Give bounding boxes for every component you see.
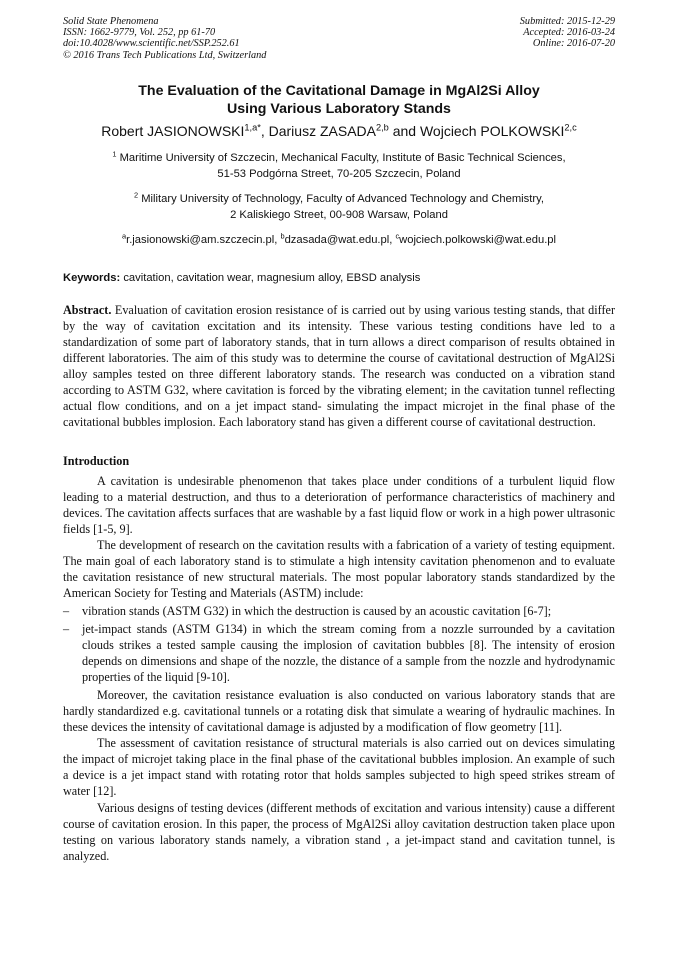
author-1: Robert JASIONOWSKI bbox=[101, 122, 245, 139]
submitted-date: Submitted: 2015-12-29 bbox=[519, 16, 615, 27]
author-separator: , bbox=[260, 122, 269, 139]
email-a-marker: a bbox=[121, 231, 127, 241]
author-3: Wojciech POLKOWSKI bbox=[419, 122, 565, 139]
email-c-marker: c bbox=[395, 231, 400, 241]
list-item-text: jet-impact stands (ASTM G134) in which the stream coming from a nozzle surrounded by a cavitation clouds strikes a tested sample causing the implosion of cavitation bubbles [8]. The intensity of erosion depends on dimensions and shape of the nozzle, the distance of a sample from the nozzle and hydrodynamic properties of the liquid [9-10]. bbox=[82, 621, 615, 685]
affiliation-2-marker: 2 bbox=[134, 190, 139, 200]
dates-info bbox=[520, 16, 615, 61]
abstract-label: Abstract. bbox=[63, 302, 112, 317]
list-item bbox=[63, 603, 615, 619]
intro-paragraph-2: The development of research on the cavitation results with a fabrication of a variety of testing equipment. The main goal of each laboratory stand is to stimulate a high intensity cavitation phenomenon and to evaluate the cavitation resistance of new structural materials. The most popular laboratory stands standardized by the American Society for Testing and Materials (ASTM) include: bbox=[63, 537, 615, 600]
intro-paragraph-1: A cavitation is undesirable phenomenon that takes place under conditions of a turbulent liquid flow leading to a material destruction, and thus to a deterioration of performance characteristics of machinery and devices. The cavitation affects surfaces that are washable by a fast liquid flow or work in a high power ultrasonic fields [1-5, 9]. bbox=[63, 473, 615, 536]
keywords-text: cavitation, cavitation wear, magnesium alloy, EBSD analysis bbox=[123, 271, 421, 284]
journal-header bbox=[63, 16, 615, 61]
copyright: © 2016 Trans Tech Publications Ltd, Switzerland bbox=[63, 49, 267, 61]
doi: doi:10.4028/www.scientific.net/SSP.252.61 bbox=[63, 38, 240, 50]
email-a[interactable]: r.jasionowski@am.szczecin.pl bbox=[126, 233, 275, 246]
affiliation-1-line-1: Maritime University of Szczecin, Mechanical Faculty, Institute of Basic Technical Sciences, bbox=[119, 151, 566, 164]
affiliation-2-line-1: Military University of Technology, Faculty of Advanced Technology and Chemistry, bbox=[141, 192, 544, 205]
author-3-marker: 2,c bbox=[564, 122, 577, 133]
affiliation-2 bbox=[63, 191, 615, 223]
list-item-text: vibration stands (ASTM G32) in which the destruction is caused by an acoustic cavitation [6-7]; bbox=[82, 603, 552, 618]
title-line-2: Using Various Laboratory Stands bbox=[227, 100, 451, 117]
stand-list bbox=[63, 603, 615, 685]
journal-name: Solid State Phenomena bbox=[63, 16, 159, 27]
affiliation-1-marker: 1 bbox=[112, 149, 117, 159]
author-separator: and bbox=[388, 122, 420, 139]
affiliation-2-line-2: 2 Kaliskiego Street, 00-908 Warsaw, Poland bbox=[230, 208, 448, 221]
dash-bullet: – bbox=[63, 621, 70, 636]
email-c[interactable]: wojciech.polkowski@wat.edu.pl bbox=[399, 233, 557, 246]
intro-paragraph-3: Moreover, the cavitation resistance evaluation is also conducted on various laboratory stands that are hardly standardized e.g. cavitational tunnels or a rotating disk that simulate a wearing of hydraulic machines. In these devices the intensity of cavitational damage is adjusted by a modification of flow geometry [11]. bbox=[63, 688, 615, 735]
online-date: Online: 2016-07-20 bbox=[532, 38, 615, 50]
issn: ISSN: 1662-9779, Vol. 252, pp 61-70 bbox=[63, 27, 216, 39]
author-2-marker: 2,b bbox=[375, 122, 389, 133]
email-b[interactable]: dzasada@wat.edu.pl bbox=[284, 233, 390, 246]
author-list bbox=[63, 122, 615, 140]
keywords-label: Keywords: bbox=[63, 271, 121, 284]
author-2: Dariusz ZASADA bbox=[268, 122, 376, 139]
keywords bbox=[63, 270, 615, 286]
email-b-marker: b bbox=[280, 231, 285, 241]
intro-paragraph-4: The assessment of cavitation resistance of structural materials is also carried out on devices simulating the impact of microjet taking place in the final phase of the cavitational bubbles implosion. An example of such a device is a jet impact stand with rotating rotor that holds samples subjected to high speed strikes stream of water [12]. bbox=[63, 736, 615, 799]
author-1-marker: 1,a* bbox=[244, 122, 261, 133]
affiliation-1 bbox=[63, 150, 615, 182]
list-item bbox=[63, 621, 615, 685]
dash-bullet: – bbox=[63, 603, 70, 618]
section-heading-introduction: Introduction bbox=[63, 453, 130, 468]
abstract-text: Evaluation of cavitation erosion resistance of is carried out by using various testing stands, that differ by the way of cavitation excitation and its intensity. These various testing conditions have led to a standardization of some part of laboratory stands, that in turn allows a direct comparison of results obtained in different laboratories. The aim of this study was to determine the course of cavitational destruction of MgAl2Si alloy samples tested on three different laboratory stands. The research was conducted on a vibration stand according to ASTM G32, where cavitation is forced by the vibrating element; in the cavitation tunnel reflecting actual flow conditions, and on a jet impact stand- simulating the impact microjet in the final phase of the cavitational bubbles implosion. Each laboratory stand has given a different course of cavitational destruction. bbox=[63, 302, 616, 430]
paper-title bbox=[63, 82, 615, 118]
title-line-1: The Evaluation of the Cavitational Damage in MgAl2Si Alloy bbox=[138, 82, 540, 99]
affiliation-1-line-2: 51-53 Podgórna Street, 70-205 Szczecin, Poland bbox=[217, 167, 461, 180]
intro-paragraph-5: Various designs of testing devices (different methods of excitation and various intensity) cause a different course of cavitation erosion. In this paper, the process of MgAl2Si alloy cavitation destruction taken place upon testing on various laboratory stands namely, a vibration stand , a jet-impact stand and cavitation tunnel, is analyzed. bbox=[63, 800, 615, 863]
accepted-date: Accepted: 2016-03-24 bbox=[523, 27, 615, 39]
author-emails: $^a$r.jasionowski@am.szczecin.pl, $^b$dzasada@wat.edu.pl, $^c$wojciech.polkowski@wat.edu.pl bbox=[121, 231, 557, 246]
abstract bbox=[63, 302, 615, 431]
publication-info bbox=[63, 16, 266, 61]
